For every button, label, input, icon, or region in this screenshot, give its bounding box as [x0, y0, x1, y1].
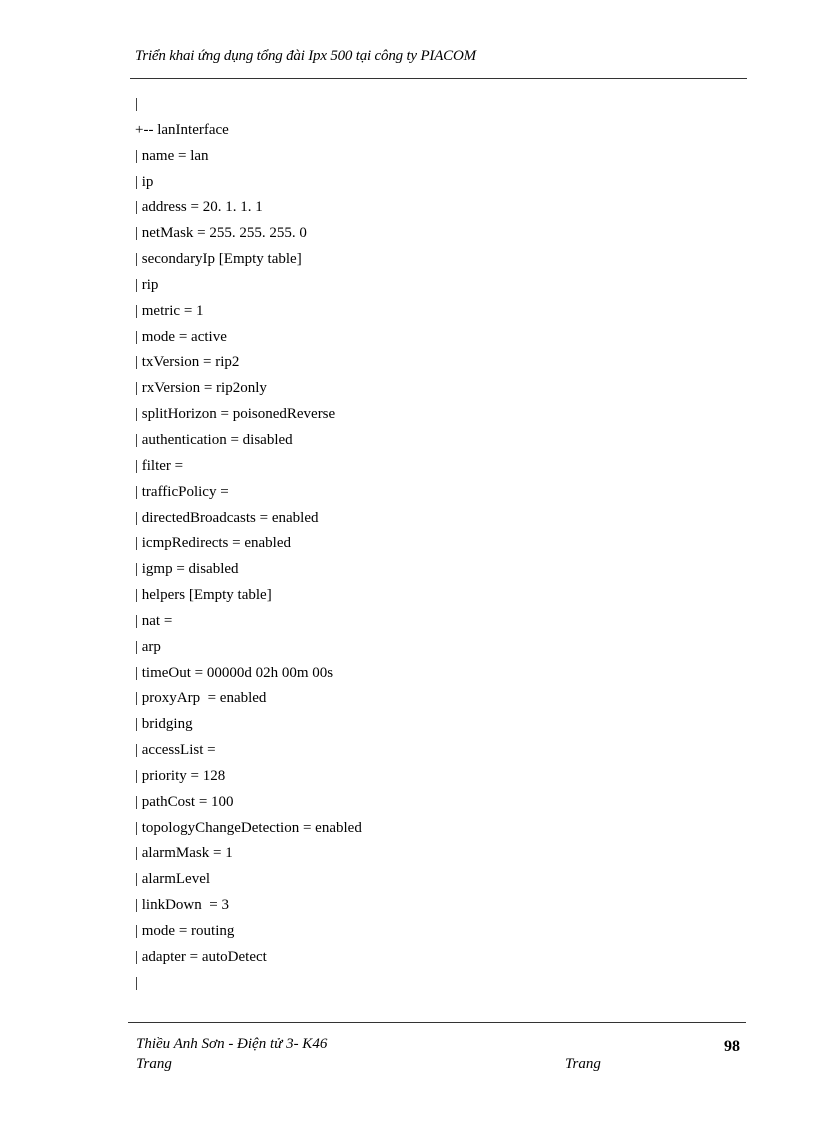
config-line: | address = 20. 1. 1. 1 — [135, 199, 263, 216]
config-line: | splitHorizon = poisonedReverse — [135, 406, 336, 423]
config-line: | helpers [Empty table] — [135, 587, 272, 604]
config-line: | topologyChangeDetection = enabled — [135, 819, 362, 836]
config-line: | proxyArp = enabled — [135, 690, 267, 707]
config-line: | accessList = — [135, 742, 216, 759]
config-line: | txVersion = rip2 — [135, 354, 240, 371]
footer-divider — [128, 1022, 746, 1023]
config-line: | alarmLevel — [135, 871, 211, 888]
config-line: | bridging — [135, 716, 193, 733]
footer-author: Thiều Anh Sơn - Điện tử 3- K46 — [136, 1036, 328, 1052]
config-line: | netMask = 255. 255. 255. 0 — [135, 225, 307, 242]
config-line: | timeOut = 00000d 02h 00m 00s — [135, 664, 334, 681]
config-line: | rxVersion = rip2only — [135, 380, 267, 397]
config-line: | pathCost = 100 — [135, 793, 234, 810]
config-line: | arp — [135, 638, 161, 655]
config-line: | adapter = autoDetect — [135, 948, 267, 965]
config-line: | trafficPolicy = — [135, 483, 229, 500]
config-listing — [135, 94, 362, 999]
config-line: | igmp = disabled — [135, 561, 239, 578]
config-line: | alarmMask = 1 — [135, 845, 233, 862]
config-line: | directedBroadcasts = enabled — [135, 509, 319, 526]
config-line: | linkDown = 3 — [135, 897, 229, 914]
config-line: | icmpRedirects = enabled — [135, 535, 291, 552]
config-line: | priority = 128 — [135, 767, 226, 784]
config-line: | filter = — [135, 457, 184, 474]
page-number: 98 — [724, 1038, 740, 1055]
header-divider — [130, 78, 747, 79]
config-line: | authentication = disabled — [135, 431, 293, 448]
config-line: | rip — [135, 276, 159, 293]
config-line: | — [135, 974, 139, 991]
config-line: | — [135, 96, 139, 112]
config-line: | metric = 1 — [135, 302, 204, 319]
config-line: +-- lanInterface — [135, 121, 229, 138]
config-line: | secondaryIp [Empty table] — [135, 251, 302, 268]
config-line: | mode = routing — [135, 923, 235, 939]
footer-trang-label-right: Trang — [565, 1056, 601, 1072]
page-header-title: Triển khai ứng dụng tổng đài Ipx 500 tại công ty PIACOM — [135, 48, 476, 64]
config-line: | mode = active — [135, 328, 227, 345]
config-line: | nat = — [135, 612, 173, 629]
config-line: | name = lan — [135, 147, 209, 164]
footer-trang-label: Trang — [136, 1056, 172, 1072]
config-line: | ip — [135, 173, 154, 190]
